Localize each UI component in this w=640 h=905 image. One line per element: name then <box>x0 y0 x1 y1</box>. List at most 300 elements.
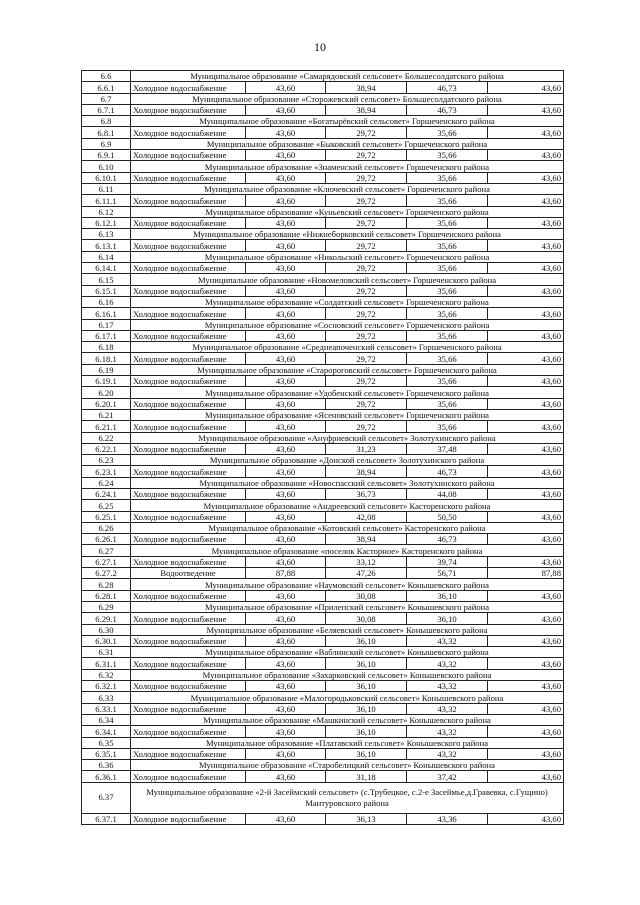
tariff-row <box>82 488 564 499</box>
municipality-header-row <box>82 387 564 398</box>
tariff-row <box>82 150 564 161</box>
service-name: Холодное водоснабжение <box>131 635 246 646</box>
row-number: 6.27.2 <box>82 568 131 579</box>
tariff-value-2: 29,72 <box>326 195 407 206</box>
tariff-value-3: 35,66 <box>407 398 488 409</box>
tariff-value-3: 35,66 <box>407 263 488 274</box>
tariff-value-3: 35,66 <box>407 127 488 138</box>
row-number: 6.13 <box>82 229 131 240</box>
tariff-value-3: 43,36 <box>407 813 488 824</box>
tariff-value-2: 29,72 <box>326 308 407 319</box>
service-name: Холодное водоснабжение <box>131 330 246 341</box>
tariff-value-2: 36,73 <box>326 488 407 499</box>
tariff-value-2: 29,72 <box>326 172 407 183</box>
tariff-row <box>82 285 564 296</box>
service-name: Холодное водоснабжение <box>131 172 246 183</box>
municipality-header-row <box>82 93 564 104</box>
tariff-value-1: 43,60 <box>246 590 326 601</box>
row-number: 6.37 <box>82 782 131 813</box>
row-number: 6.24.1 <box>82 488 131 499</box>
tariff-value-2: 31,18 <box>326 771 407 782</box>
tariff-value-1: 43,60 <box>246 353 326 364</box>
tariff-value-4: 43,60 <box>488 376 564 387</box>
tariff-value-3: 46,73 <box>407 466 488 477</box>
service-name: Холодное водоснабжение <box>131 534 246 545</box>
tariff-value-3: 35,66 <box>407 150 488 161</box>
tariff-value-3: 35,66 <box>407 421 488 432</box>
tariff-value-1: 43,60 <box>246 813 326 824</box>
row-number: 6.11.1 <box>82 195 131 206</box>
service-name: Холодное водоснабжение <box>131 421 246 432</box>
tariff-value-2: 29,72 <box>326 330 407 341</box>
tariff-value-1: 43,60 <box>246 771 326 782</box>
row-number: 6.28.1 <box>82 590 131 601</box>
tariff-value-3: 35,66 <box>407 353 488 364</box>
row-number: 6.15 <box>82 274 131 285</box>
tariff-value-3: 35,66 <box>407 240 488 251</box>
tariff-value-4: 43,60 <box>488 726 564 737</box>
row-number: 6.23.1 <box>82 466 131 477</box>
municipality-header-row <box>82 692 564 703</box>
tariff-value-4: 43,60 <box>488 771 564 782</box>
tariff-value-1: 43,60 <box>246 466 326 477</box>
service-name: Холодное водоснабжение <box>131 466 246 477</box>
municipality-name: Муниципальное образование «Малогородьковский сельсовет» Конышевского района <box>131 692 564 703</box>
tariff-row <box>82 590 564 601</box>
row-number: 6.8 <box>82 116 131 127</box>
tariff-row <box>82 82 564 93</box>
row-number: 6.30.1 <box>82 635 131 646</box>
tariff-row <box>82 330 564 341</box>
municipality-header-row <box>82 601 564 612</box>
service-name: Холодное водоснабжение <box>131 488 246 499</box>
tariff-value-4: 43,60 <box>488 104 564 115</box>
tariff-value-1: 43,60 <box>246 104 326 115</box>
tariff-value-2: 36,10 <box>326 703 407 714</box>
municipality-header-row <box>82 579 564 590</box>
tariff-value-1: 43,60 <box>246 421 326 432</box>
row-number: 6.26 <box>82 522 131 533</box>
row-number: 6.18 <box>82 342 131 353</box>
municipality-header-row <box>82 296 564 307</box>
tariff-row <box>82 568 564 579</box>
row-number: 6.17 <box>82 319 131 330</box>
tariff-value-3: 46,73 <box>407 82 488 93</box>
tariff-value-2: 29,72 <box>326 217 407 228</box>
tariff-value-2: 36,10 <box>326 635 407 646</box>
tariff-row <box>82 421 564 432</box>
row-number: 6.16 <box>82 296 131 307</box>
tariff-row <box>82 263 564 274</box>
row-number: 6.6.1 <box>82 82 131 93</box>
tariff-value-3: 44,08 <box>407 488 488 499</box>
municipality-name: Муниципальное образование «Удобенский сельсовет» Горшеченского района <box>131 387 564 398</box>
municipality-name: Муниципальное образование «Ваблинский сельсовет» Конышевского района <box>131 647 564 658</box>
tariff-value-2: 38,94 <box>326 104 407 115</box>
tariff-row <box>82 466 564 477</box>
tariff-value-4: 43,60 <box>488 466 564 477</box>
row-number: 6.6 <box>82 71 131 82</box>
tariff-value-4: 43,60 <box>488 398 564 409</box>
service-name: Холодное водоснабжение <box>131 703 246 714</box>
tariff-value-2: 42,08 <box>326 511 407 522</box>
tariff-value-4: 43,60 <box>488 556 564 567</box>
municipality-header-row <box>82 138 564 149</box>
tariff-value-2: 38,94 <box>326 466 407 477</box>
municipality-name: Муниципальное образование «Платавский сельсовет» Конышевского района <box>131 737 564 748</box>
service-name: Холодное водоснабжение <box>131 240 246 251</box>
municipality-header-row <box>82 432 564 443</box>
municipality-header-row <box>82 624 564 635</box>
municipality-header-row <box>82 669 564 680</box>
tariff-value-2: 47,26 <box>326 568 407 579</box>
tariff-value-4: 43,60 <box>488 240 564 251</box>
tariff-value-4: 43,60 <box>488 285 564 296</box>
page-number: 10 <box>314 40 326 54</box>
tariff-value-4: 43,60 <box>488 353 564 364</box>
municipality-header-row <box>82 319 564 330</box>
tariff-value-3: 46,73 <box>407 534 488 545</box>
municipality-header-row <box>82 737 564 748</box>
row-number: 6.32 <box>82 669 131 680</box>
municipality-name: Муниципальное образование «Никольский сельсовет» Горшеченского района <box>131 251 564 262</box>
municipality-header-row <box>82 364 564 375</box>
municipality-name: Муниципальное образование «2-й Засеймский сельсовет» (с.Трубецкое, с.2-е Засеймье,д.Гравевка, с.Гущино) Мантуровского района <box>131 782 564 813</box>
tariff-value-3: 56,71 <box>407 568 488 579</box>
tariff-value-2: 29,72 <box>326 398 407 409</box>
municipality-header-row <box>82 342 564 353</box>
row-number: 6.28 <box>82 579 131 590</box>
tariff-row <box>82 635 564 646</box>
row-number: 6.29.1 <box>82 613 131 624</box>
tariff-value-1: 43,60 <box>246 285 326 296</box>
row-number: 6.18.1 <box>82 353 131 364</box>
row-number: 6.35 <box>82 737 131 748</box>
municipality-name: Муниципальное образование «Ясеновский сельсовет» Горшеченского района <box>131 409 564 420</box>
municipality-header-row <box>82 545 564 556</box>
municipality-name: Муниципальное образование «Старороговский сельсовет» Горшеченского района <box>131 364 564 375</box>
row-number: 6.21 <box>82 409 131 420</box>
municipality-header-row <box>82 714 564 725</box>
row-number: 6.12.1 <box>82 217 131 228</box>
row-number: 6.7.1 <box>82 104 131 115</box>
tariff-value-1: 43,60 <box>246 748 326 759</box>
row-number: 6.21.1 <box>82 421 131 432</box>
tariff-value-4: 43,60 <box>488 217 564 228</box>
row-number: 6.9 <box>82 138 131 149</box>
tariff-value-3: 43,32 <box>407 726 488 737</box>
row-number: 6.27.1 <box>82 556 131 567</box>
tariff-value-4: 43,60 <box>488 635 564 646</box>
row-number: 6.20.1 <box>82 398 131 409</box>
row-number: 6.15.1 <box>82 285 131 296</box>
service-name: Холодное водоснабжение <box>131 217 246 228</box>
row-number: 6.36.1 <box>82 771 131 782</box>
municipality-header-row <box>82 206 564 217</box>
tariff-value-1: 87,88 <box>246 568 326 579</box>
municipality-name: Муниципальное образование «Котовский сельсовет» Касторенского района <box>131 522 564 533</box>
service-name: Холодное водоснабжение <box>131 443 246 454</box>
municipality-name: Муниципальное образование «Сторожевский сельсовет» Большесолдатского района <box>131 93 564 104</box>
tariff-row <box>82 398 564 409</box>
municipality-name: Муниципальное образование «Куньевский сельсовет» Горшеченского района <box>131 206 564 217</box>
row-number: 6.33.1 <box>82 703 131 714</box>
tariff-value-4: 43,60 <box>488 421 564 432</box>
tariff-value-3: 43,32 <box>407 681 488 692</box>
municipality-name: Муниципальное образование «Нижнеборковский сельсовет» Горшеченского района <box>131 229 564 240</box>
municipality-header-row <box>82 782 564 813</box>
municipality-name: Муниципальное образование «Захарковский сельсовет» Конышевского района <box>131 669 564 680</box>
municipality-name: Муниципальное образование «Старобелицкий сельсовет» Конышевского района <box>131 760 564 771</box>
tariff-value-3: 35,66 <box>407 195 488 206</box>
tariff-value-3: 39,74 <box>407 556 488 567</box>
tariff-value-2: 29,72 <box>326 285 407 296</box>
service-name: Холодное водоснабжение <box>131 127 246 138</box>
tariff-value-4: 43,60 <box>488 127 564 138</box>
row-number: 6.30 <box>82 624 131 635</box>
tariff-value-2: 36,13 <box>326 813 407 824</box>
tariff-value-4: 43,60 <box>488 511 564 522</box>
tariff-value-3: 43,32 <box>407 703 488 714</box>
municipality-name: Муниципальное образование «Знаменский сельсовет» Горшеченского района <box>131 161 564 172</box>
tariff-value-1: 43,60 <box>246 127 326 138</box>
tariff-row <box>82 748 564 759</box>
row-number: 6.34 <box>82 714 131 725</box>
municipality-name: Муниципальное образование «Наумовский сельсовет» Конышевского района <box>131 579 564 590</box>
tariff-row <box>82 613 564 624</box>
municipality-header-row <box>82 409 564 420</box>
tariff-value-4: 43,60 <box>488 703 564 714</box>
tariff-value-2: 36,10 <box>326 658 407 669</box>
municipality-header-row <box>82 500 564 511</box>
municipality-name: Муниципальное образование «Беляевский сельсовет» Конышевского района <box>131 624 564 635</box>
tariff-value-1: 43,60 <box>246 376 326 387</box>
tariff-value-2: 30,08 <box>326 613 407 624</box>
row-number: 6.19 <box>82 364 131 375</box>
tariff-value-3: 43,32 <box>407 658 488 669</box>
municipality-header-row <box>82 647 564 658</box>
row-number: 6.11 <box>82 183 131 194</box>
tariff-value-1: 43,60 <box>246 195 326 206</box>
row-number: 6.32.1 <box>82 681 131 692</box>
tariff-value-3: 36,10 <box>407 590 488 601</box>
tariff-value-1: 43,60 <box>246 172 326 183</box>
row-number: 6.33 <box>82 692 131 703</box>
tariff-value-3: 50,50 <box>407 511 488 522</box>
row-number: 6.35.1 <box>82 748 131 759</box>
tariff-value-4: 43,60 <box>488 82 564 93</box>
row-number: 6.37.1 <box>82 813 131 824</box>
row-number: 6.17.1 <box>82 330 131 341</box>
tariff-row <box>82 681 564 692</box>
tariff-value-3: 37,48 <box>407 443 488 454</box>
row-number: 6.25 <box>82 500 131 511</box>
tariff-row <box>82 771 564 782</box>
tariff-value-4: 43,60 <box>488 488 564 499</box>
service-name: Холодное водоснабжение <box>131 813 246 824</box>
municipality-header-row <box>82 183 564 194</box>
tariff-value-1: 43,60 <box>246 443 326 454</box>
municipality-header-row <box>82 229 564 240</box>
row-number: 6.14.1 <box>82 263 131 274</box>
tariff-value-2: 29,72 <box>326 240 407 251</box>
row-number: 6.25.1 <box>82 511 131 522</box>
municipality-header-row <box>82 251 564 262</box>
service-name: Холодное водоснабжение <box>131 613 246 624</box>
tariff-value-4: 43,60 <box>488 150 564 161</box>
service-name: Холодное водоснабжение <box>131 104 246 115</box>
municipality-name: Муниципальное образование «Солдатский сельсовет» Горшеченского района <box>131 296 564 307</box>
service-name: Холодное водоснабжение <box>131 556 246 567</box>
tariff-value-4: 43,60 <box>488 330 564 341</box>
service-name: Холодное водоснабжение <box>131 263 246 274</box>
municipality-header-row <box>82 455 564 466</box>
tariff-row <box>82 376 564 387</box>
row-number: 6.19.1 <box>82 376 131 387</box>
tariff-row <box>82 353 564 364</box>
row-number: 6.23 <box>82 455 131 466</box>
municipality-name: Муниципальное образование «Андреевский сельсовет» Касторенского района <box>131 500 564 511</box>
tariff-row <box>82 703 564 714</box>
service-name: Холодное водоснабжение <box>131 82 246 93</box>
row-number: 6.22.1 <box>82 443 131 454</box>
tariff-row <box>82 217 564 228</box>
row-number: 6.31.1 <box>82 658 131 669</box>
tariff-row <box>82 443 564 454</box>
tariff-value-3: 46,73 <box>407 104 488 115</box>
service-name: Холодное водоснабжение <box>131 590 246 601</box>
tariff-row <box>82 556 564 567</box>
tariff-value-2: 29,72 <box>326 150 407 161</box>
tariff-value-1: 43,60 <box>246 726 326 737</box>
tariff-value-4: 43,60 <box>488 813 564 824</box>
tariff-row <box>82 104 564 115</box>
row-number: 6.8.1 <box>82 127 131 138</box>
municipality-name: Муниципальное образование «Новомеловский сельсовет» Горшеченского района <box>131 274 564 285</box>
tariff-table-body <box>82 71 564 825</box>
service-name: Холодное водоснабжение <box>131 681 246 692</box>
municipality-name: Муниципальное образование «Донской сельсовет» Золотухинского района <box>131 455 564 466</box>
service-name: Холодное водоснабжение <box>131 771 246 782</box>
row-number: 6.10.1 <box>82 172 131 183</box>
municipality-name: Муниципальное образование «Быковский сельсовет» Горшеченского района <box>131 138 564 149</box>
tariff-value-3: 36,10 <box>407 613 488 624</box>
tariff-value-2: 29,72 <box>326 353 407 364</box>
municipality-name: Муниципальное образование «Самарядовский сельсовет» Большесолдатского района <box>131 71 564 82</box>
tariff-value-1: 43,60 <box>246 511 326 522</box>
tariff-value-1: 43,60 <box>246 217 326 228</box>
tariff-value-2: 29,72 <box>326 263 407 274</box>
municipality-header-row <box>82 161 564 172</box>
row-number: 6.27 <box>82 545 131 556</box>
service-name: Холодное водоснабжение <box>131 353 246 364</box>
tariff-value-2: 29,72 <box>326 421 407 432</box>
row-number: 6.24 <box>82 477 131 488</box>
row-number: 6.26.1 <box>82 534 131 545</box>
municipality-name: Муниципальное образование «Прилепский сельсовет» Конышевского района <box>131 601 564 612</box>
municipality-header-row <box>82 477 564 488</box>
row-number: 6.31 <box>82 647 131 658</box>
tariff-value-4: 43,60 <box>488 613 564 624</box>
municipality-name: Муниципальное образование «Сосновский сельсовет» Горшеченского района <box>131 319 564 330</box>
tariff-value-3: 35,66 <box>407 172 488 183</box>
service-name: Холодное водоснабжение <box>131 308 246 319</box>
tariff-table <box>81 70 564 825</box>
service-name: Холодное водоснабжение <box>131 748 246 759</box>
tariff-row <box>82 127 564 138</box>
row-number: 6.13.1 <box>82 240 131 251</box>
tariff-value-4: 43,60 <box>488 681 564 692</box>
municipality-name: Муниципальное образование «Среднеапоченский сельсовет» Горшеченского района <box>131 342 564 353</box>
tariff-value-1: 43,60 <box>246 308 326 319</box>
tariff-value-2: 36,10 <box>326 681 407 692</box>
tariff-value-3: 37,42 <box>407 771 488 782</box>
row-number: 6.22 <box>82 432 131 443</box>
municipality-header-row <box>82 522 564 533</box>
tariff-value-3: 43,32 <box>407 635 488 646</box>
tariff-value-3: 43,32 <box>407 748 488 759</box>
municipality-header-row <box>82 274 564 285</box>
service-name: Холодное водоснабжение <box>131 511 246 522</box>
tariff-value-4: 43,60 <box>488 590 564 601</box>
row-number: 6.10 <box>82 161 131 172</box>
tariff-value-2: 36,10 <box>326 748 407 759</box>
tariff-value-2: 38,94 <box>326 82 407 93</box>
tariff-value-3: 35,66 <box>407 376 488 387</box>
tariff-value-1: 43,60 <box>246 635 326 646</box>
tariff-value-1: 43,60 <box>246 82 326 93</box>
row-number: 6.14 <box>82 251 131 262</box>
tariff-value-4: 87,88 <box>488 568 564 579</box>
tariff-row <box>82 240 564 251</box>
municipality-header-row <box>82 116 564 127</box>
tariff-value-4: 43,60 <box>488 308 564 319</box>
tariff-value-3: 35,66 <box>407 217 488 228</box>
tariff-value-1: 43,60 <box>246 556 326 567</box>
service-name: Холодное водоснабжение <box>131 150 246 161</box>
tariff-value-4: 43,60 <box>488 195 564 206</box>
tariff-value-1: 43,60 <box>246 613 326 624</box>
tariff-value-2: 36,10 <box>326 726 407 737</box>
tariff-value-4: 43,60 <box>488 658 564 669</box>
row-number: 6.9.1 <box>82 150 131 161</box>
tariff-row <box>82 813 564 824</box>
municipality-name: Муниципальное образование «Ключевский сельсовет» Горшеченского района <box>131 183 564 194</box>
service-name: Водоотведение <box>131 568 246 579</box>
row-number: 6.16.1 <box>82 308 131 319</box>
tariff-value-1: 43,60 <box>246 534 326 545</box>
tariff-value-2: 38,94 <box>326 534 407 545</box>
tariff-value-1: 43,60 <box>246 150 326 161</box>
row-number: 6.7 <box>82 93 131 104</box>
tariff-value-1: 43,60 <box>246 330 326 341</box>
municipality-header-row <box>82 71 564 82</box>
tariff-row <box>82 172 564 183</box>
tariff-value-1: 43,60 <box>246 263 326 274</box>
tariff-row <box>82 308 564 319</box>
municipality-header-row <box>82 760 564 771</box>
service-name: Холодное водоснабжение <box>131 398 246 409</box>
municipality-name: Муниципальное образование «поселок Касторное» Касторенского района <box>131 545 564 556</box>
tariff-value-2: 33,12 <box>326 556 407 567</box>
municipality-name: Муниципальное образование «Богатырёвский сельсовет» Горшеченского района <box>131 116 564 127</box>
tariff-row <box>82 726 564 737</box>
tariff-value-2: 31,23 <box>326 443 407 454</box>
tariff-value-2: 30,08 <box>326 590 407 601</box>
tariff-row <box>82 658 564 669</box>
tariff-value-4: 43,60 <box>488 534 564 545</box>
municipality-name: Муниципальное образование «Машкинский сельсовет» Конышевского района <box>131 714 564 725</box>
